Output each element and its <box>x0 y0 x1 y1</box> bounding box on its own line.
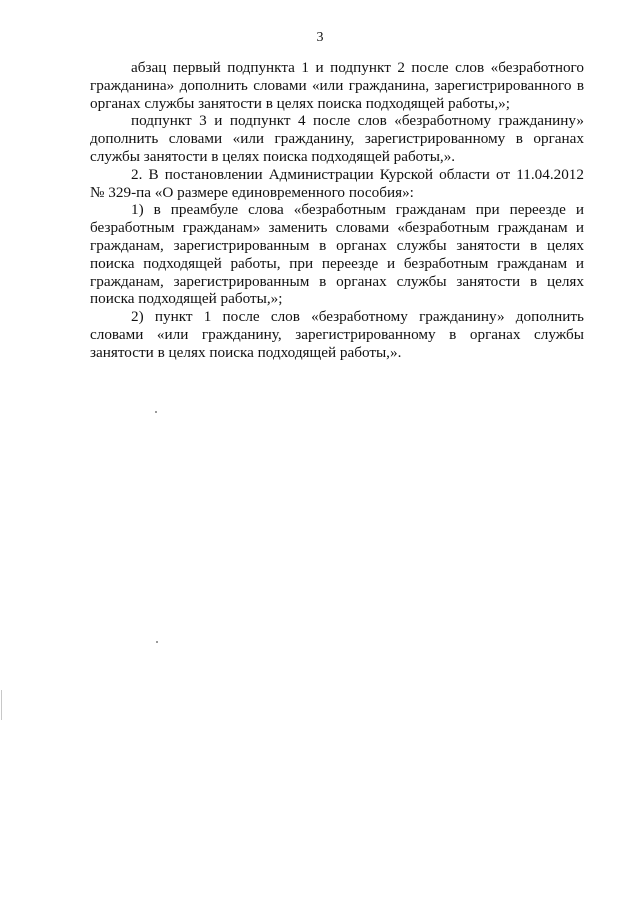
page-number: 3 <box>316 30 324 45</box>
scan-speck <box>155 411 157 413</box>
scan-speck <box>156 641 158 643</box>
paragraph-point-1-amendment: 2) пункт 1 после слов «безработному гражданину» дополнить словами «или гражданину, зарегистрированному в органах службы занятости в целях поиска подходящей работы,». <box>90 308 584 361</box>
paragraph-subpoint-3-4-amendment: подпункт 3 и подпункт 4 после слов «безработному гражданину» дополнить словами «или гражданину, зарегистрированному в органах службы занятости в целях поиска подходящей работы,». <box>90 112 584 165</box>
paragraph-subpoint-1-2-amendment: абзац первый подпункта 1 и подпункт 2 после слов «безработного гражданина» дополнить словами «или гражданина, зарегистрированного в органах службы занятости в целях поиска подходящей работы,»; <box>90 59 584 112</box>
paragraph-resolution-2-intro: 2. В постановлении Администрации Курской области от 11.04.2012 № 329-па «О размере единовременного пособия»: <box>90 165 584 201</box>
paragraph-preamble-amendment: 1) в преамбуле слова «безработным гражданам при переезде и безработным гражданам» заменить словами «безработным гражданам и гражданам, зарегистрированным в органах службы занятости в целях поиска подходящей работы, при переезде и безработным гражданам и гражданам, зарегистрированным в органах службы занятости в целях поиска подходящей работы,»; <box>90 201 584 308</box>
scan-edge-mark <box>1 690 2 720</box>
document-body <box>90 59 584 362</box>
